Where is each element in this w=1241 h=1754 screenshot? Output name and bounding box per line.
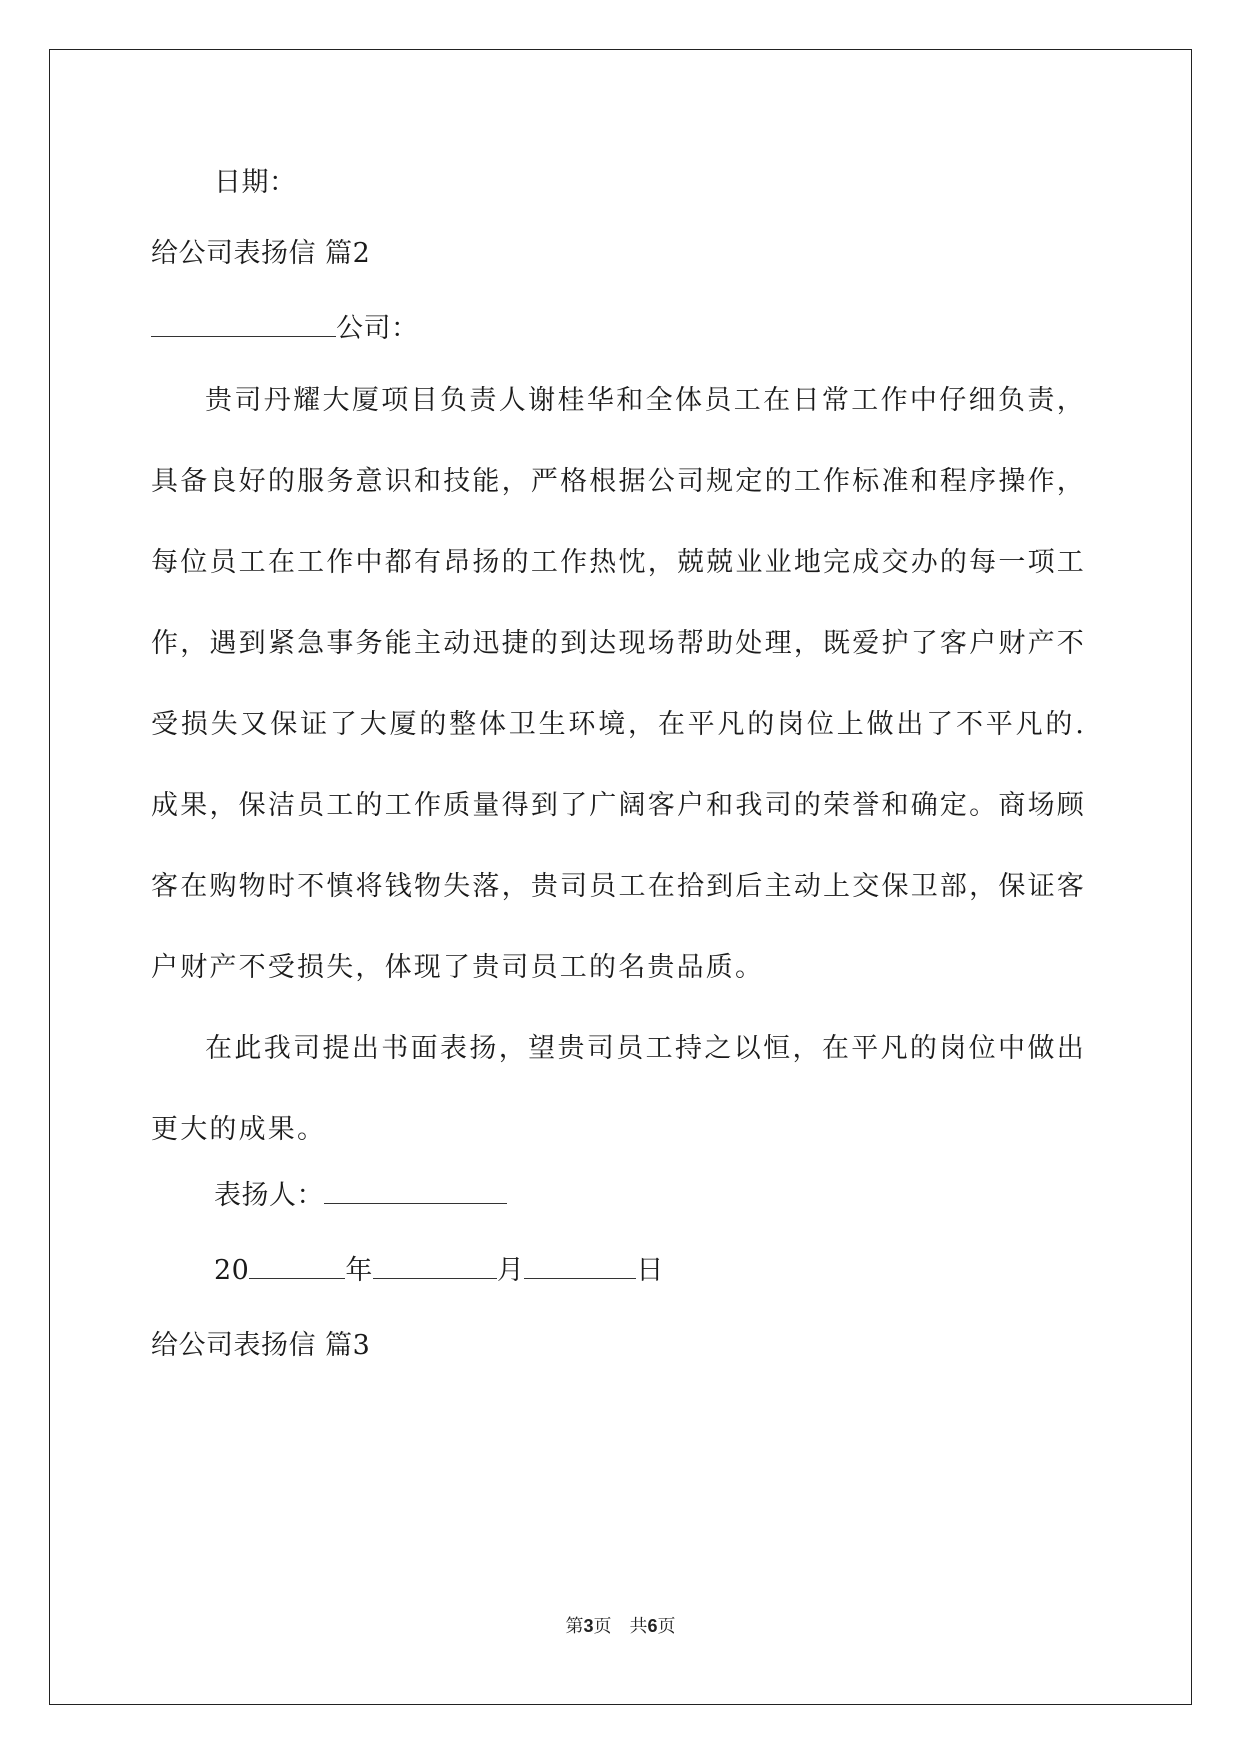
company-salutation — [151, 306, 419, 345]
praiser-line — [214, 1173, 507, 1212]
signature-date-line — [214, 1248, 664, 1287]
body-paragraph-2: 在此我司提出书面表扬，望贵司员工持之以恒，在平凡的岗位中做出更大的成果。 — [151, 1033, 1086, 1145]
page-suffix: 页 — [657, 1616, 676, 1637]
praiser-blank — [324, 1181, 507, 1204]
company-suffix: 公司： — [336, 313, 419, 344]
date-label: 日期： — [214, 167, 297, 198]
month-blank — [373, 1256, 497, 1279]
day-label: 日 — [636, 1255, 664, 1286]
page-current: 3 — [583, 1616, 594, 1636]
day-blank — [524, 1256, 636, 1279]
page-prefix: 第 — [565, 1616, 584, 1637]
date-prefix: 20 — [214, 1255, 250, 1286]
page-mid: 页 共 — [593, 1616, 648, 1637]
praiser-label: 表扬人： — [214, 1180, 324, 1211]
body-paragraph-1: 贵司丹耀大厦项目负责人谢桂华和全体员工在日常工作中仔细负责，具备良好的服务意识和技能，严格根据公司规定的工作标准和程序操作，每位员工在工作中都有昂扬的工作热忱，兢兢业业地完成交办的每一项工作，遇到紧急事务能主动迅捷的到达现场帮助处理，既爱护了客户财产不受损失又保证了大厦的整体卫生环境，在平凡的岗位上做出了不平凡的.成果，保洁员工的工作质量得到了广阔客户和我司的荣誉和确定。商场顾客在购物时不慎将钱物失落，贵司员工在拾到后主动上交保卫部，保证客户财产不受损失，体现了贵司员工的名贵品质。 — [151, 385, 1086, 983]
year-blank — [249, 1256, 345, 1279]
heading-letter-2: 给公司表扬信 篇2 — [151, 238, 371, 269]
month-label: 月 — [496, 1255, 525, 1286]
company-name-blank — [151, 314, 336, 337]
page-footer — [0, 1612, 1241, 1638]
page-total: 6 — [647, 1616, 658, 1636]
year-label: 年 — [345, 1255, 373, 1286]
heading-letter-3: 给公司表扬信 篇3 — [151, 1330, 371, 1361]
